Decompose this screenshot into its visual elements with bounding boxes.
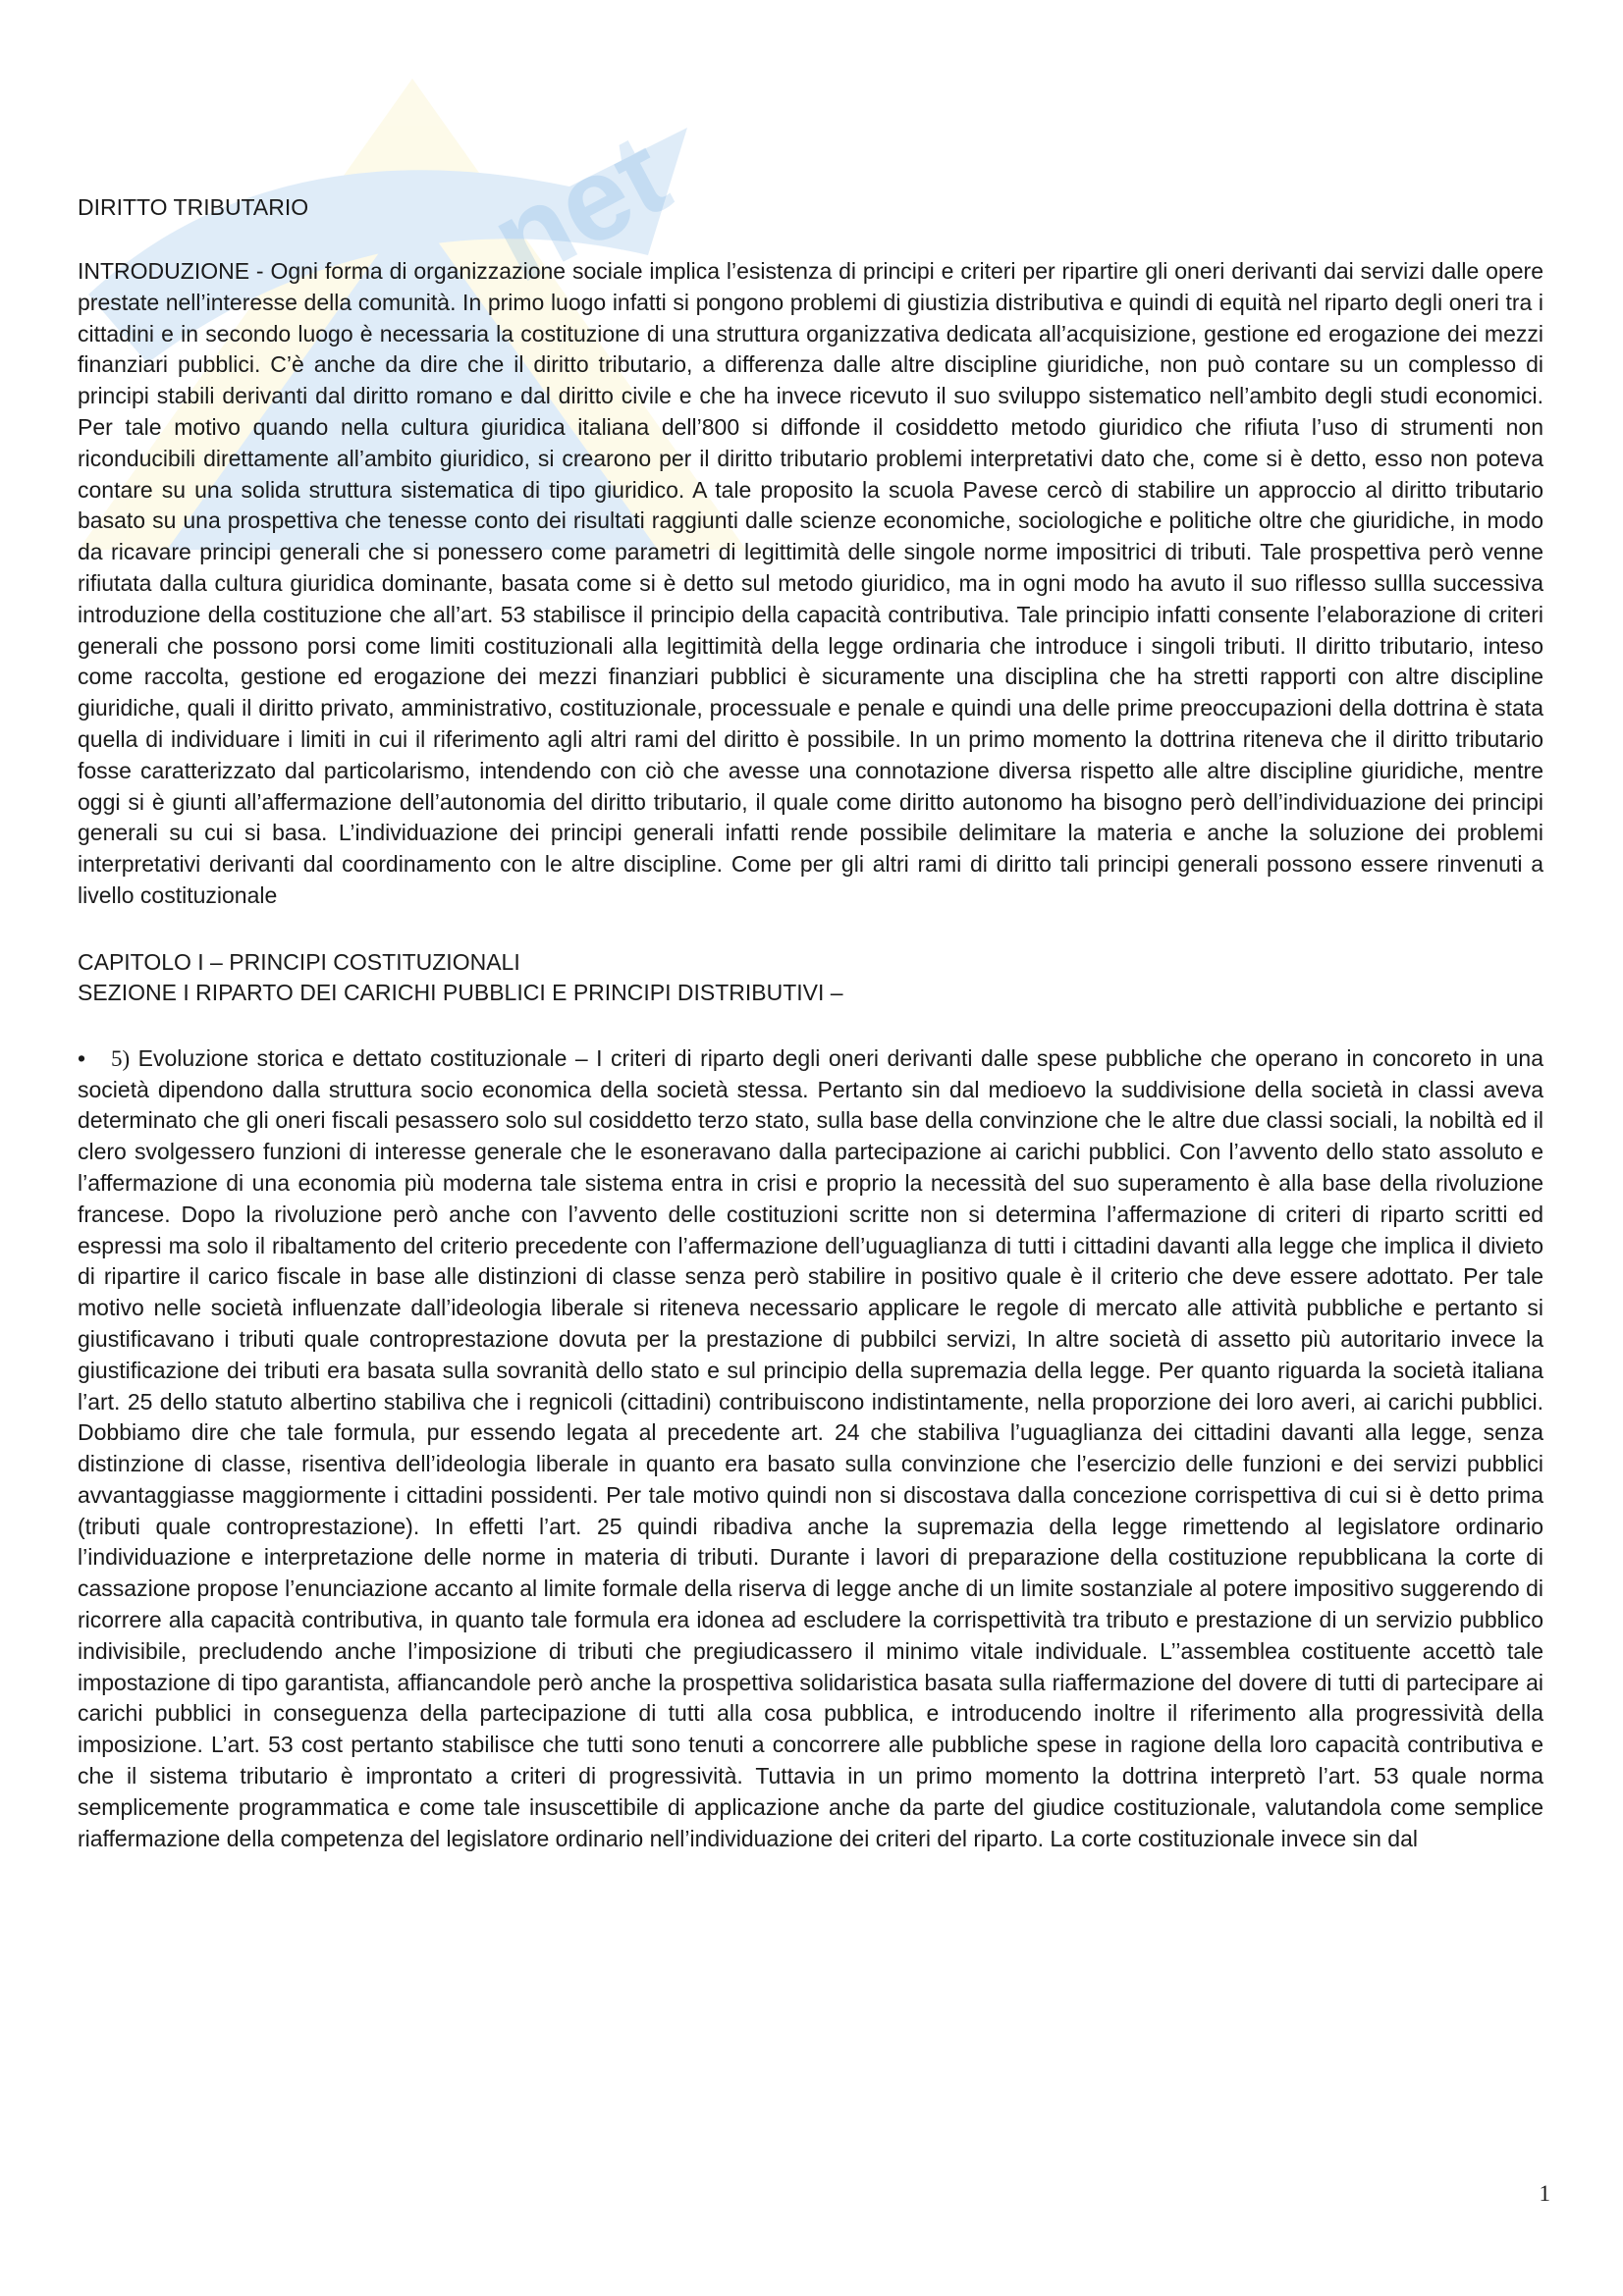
section-headings [78, 947, 1543, 1008]
chapter-heading: CAPITOLO I – PRINCIPI COSTITUZIONALI [78, 948, 520, 975]
introduction-paragraph: INTRODUZIONE - Ogni forma di organizzazione sociale implica l’esistenza di principi e criteri per ripartire gli oneri derivanti dai servizi dalle opere prestate nell’interesse della comunità. In primo luogo infatti si pongono problemi di giustizia distributiva e quindi di equità nel riparto degli oneri tra i cittadini e in secondo luogo è necessaria la costituzione di una struttura organizzativa dedicata all’acquisizione, gestione ed erogazione dei mezzi finanziari pubblici. C’è anche da dire che il diritto tributario, a differenza dalle altre discipline giuridiche, non può contare su un complesso di principi stabili derivanti dal diritto romano e dal diritto civile e che ha invece ricevuto il suo sviluppo sistematico nell’ambito degli studi economici. Per tale motivo quando nella cultura giuridica italiana dell’800 si diffonde il cosiddetto metodo giuridico che rifiuta l’uso di strumenti non riconducibili direttamente all’ambito giuridico, si crearono per il diritto tributario problemi interpretativi dato che, come si è detto, esso non poteva contare su una solida struttura sistematica di tipo giuridico. A tale proposito la scuola Pavese cercò di stabilire un approccio al diritto tributario basato su una prospettiva che tenesse conto dei risultati raggiunti dalle scienze economiche, sociologiche e politiche oltre che giuridiche, in modo da ricavare principi generali che si ponessero come parametri di legittimità delle singole norme impositrici di tributi. Tale prospettiva però venne rifiutata dalla cultura giuridica dominante, basata come si è detto sul metodo giuridico, ma in ogni modo ha avuto il suo riflesso sullla successiva introduzione della costituzione che all’art. 53 stabilisce il principio della capacità contributiva. Tale principio infatti consente l’elaborazione di criteri generali che possono porsi come limiti costituzionali alla legittimità della legge ordinaria che introduce i singoli tributi. Il diritto tributario, inteso come raccolta, gestione ed erogazione dei mezzi finanziari pubblici è sicuramente una disciplina che ha stretti rapporti con altre discipline giuridiche, quali il diritto privato, amministrativo, costituzionale, processuale e penale e quindi una delle prime preoccupazioni della dottrina è stata quella di individuare i limiti in cui il riferimento agli altri rami del diritto è possibile. In un primo momento la dottrina riteneva che il diritto tributario fosse caratterizzato dal particolarismo, intendendo con ciò che avesse una connotazione diversa rispetto alle altre discipline giuridiche, mentre oggi si è giunti all’affermazione dell’autonomia del diritto tributario, il quale come diritto autonomo ha bisogno però dell’individuazione dei principi generali su cui si basa. L’individuazione dei principi generali infatti rende possibile delimitare la materia e anche la soluzione dei problemi interpretativi derivanti dal coordinamento con le altre discipline. Come per gli altri rami di diritto tali principi generali possono essere rinvenuti a livello costituzionale [78, 258, 1543, 908]
section-number: 5) [111, 1045, 131, 1071]
bullet-icon: • [78, 1044, 86, 1071]
page-number: 1 [1539, 2181, 1550, 2206]
document-page [78, 192, 1543, 1854]
section-paragraph [78, 1043, 1543, 1855]
section-heading: SEZIONE I RIPARTO DEI CARICHI PUBBLICI E PRINCIPI DISTRIBUTIVI – [78, 979, 843, 1005]
section-text: Evoluzione storica e dettato costituzionale – I criteri di riparto degli oneri derivanti dalle spese pubbliche che operano in concoreto in una società dipendono dalla struttura socio economica della società stessa. Pertanto sin dal medioevo la suddivisione della società in classi aveva determinato che gli oneri fiscali pesassero solo sul cosiddetto terzo stato, sulla base della convinzione che le altre due classi sociali, la nobiltà ed il clero svolgessero funzioni di interesse generale che le esoneravano dalla partecipazione ai carichi pubblici. Con l’avvento dello stato assoluto e l’affermazione di una economia più moderna tale sistema entra in crisi e proprio la necessità del suo superamento è alla base della rivoluzione francese. Dopo la rivoluzione però anche con l’avvento delle costituzioni scritte non si determina l’affermazione di criteri di riparto scritti ed espressi ma solo il ribaltamento del criterio precedente con l’affermazione dell’uguaglianza di tutti i cittadini davanti alla legge che implica il divieto di ripartire il carico fiscale in base alle distinzioni di classe senza però stabilire in positivo quale è il criterio che deve essere adottato. Per tale motivo nelle società influenzate dall’ideologia liberale si riteneva necessario applicare le regole di mercato alle attività pubbliche e pertanto si giustificavano i tributi quale controprestazione dovuta per la prestazione di pubbilci servizi, In altre società di assetto più autoritario invece la giustificazione dei tributi era basata sulla sovranità dello stato e sul principio della supremazia della legge. Per quanto riguarda la società italiana l’art. 25 dello statuto albertino stabiliva che i regnicoli (cittadini) contribuiscono indistintamente, nella proporzione dei loro averi, ai carichi pubblici. Dobbiamo dire che tale formula, pur essendo legata al precedente art. 24 che stabiliva l’uguaglianza dei cittadini davanti alla legge, senza distinzione di classe, risentiva dell’ideologia liberale in quanto era basato sulla convinzione che l’esercizio delle funzioni e dei servizi pubblici avvantaggiasse maggiormente i cittadini possidenti. Per tale motivo quindi non si discostava dalla concezione corrispettiva di cui si è detto prima (tributi quale controprestazione). In effetti l’art. 25 quindi ribadiva anche la supremazia della legge rimettendo al legislatore ordinario l’individuazione e interpretazione delle norme in materia di tributi. Durante i lavori di preparazione della costituzione repubblicana la corte di cassazione propose l’enunciazione accanto al limite formale della riserva di legge anche di un limite sostanziale al potere impositivo suggerendo di ricorrere alla capacità contributiva, in quanto tale formula era idonea ad escludere la corrispettività tra tributo e prestazione di un servizio pubblico indivisibile, precludendo anche l’imposizione di tributi che pregiudicassero il minimo vitale individuale. L’’assemblea costituente accettò tale impostazione di tipo garantista, affiancandole però anche la prospettiva solidaristica basata sulla riaffermazione del dovere di tutti di partecipare ai carichi pubblici in conseguenza della partecipazione di tutti alla cosa pubblica, e introducendo inoltre il riferimento alla progressività della imposizione. L’art. 53 cost pertanto stabilisce che tutti sono tenuti a concorrere alle pubbliche spese in ragione della loro capacità contributiva e che il sistema tributario è improntato a criteri di progressività. Tuttavia in un primo momento la dottrina interpretò l’art. 53 quale norma semplicemente programmatica e come tale insuscettibile di applicazione anche da parte del giudice costituzionale, valutandola come semplice riaffermazione della competenza del legislatore ordinario nell’individuazione dei criteri del riparto. La corte costituzionale invece sin dal [78, 1044, 1543, 1851]
watermark-text: net [470, 108, 689, 307]
document-title: DIRITTO TRIBUTARIO [78, 194, 309, 220]
